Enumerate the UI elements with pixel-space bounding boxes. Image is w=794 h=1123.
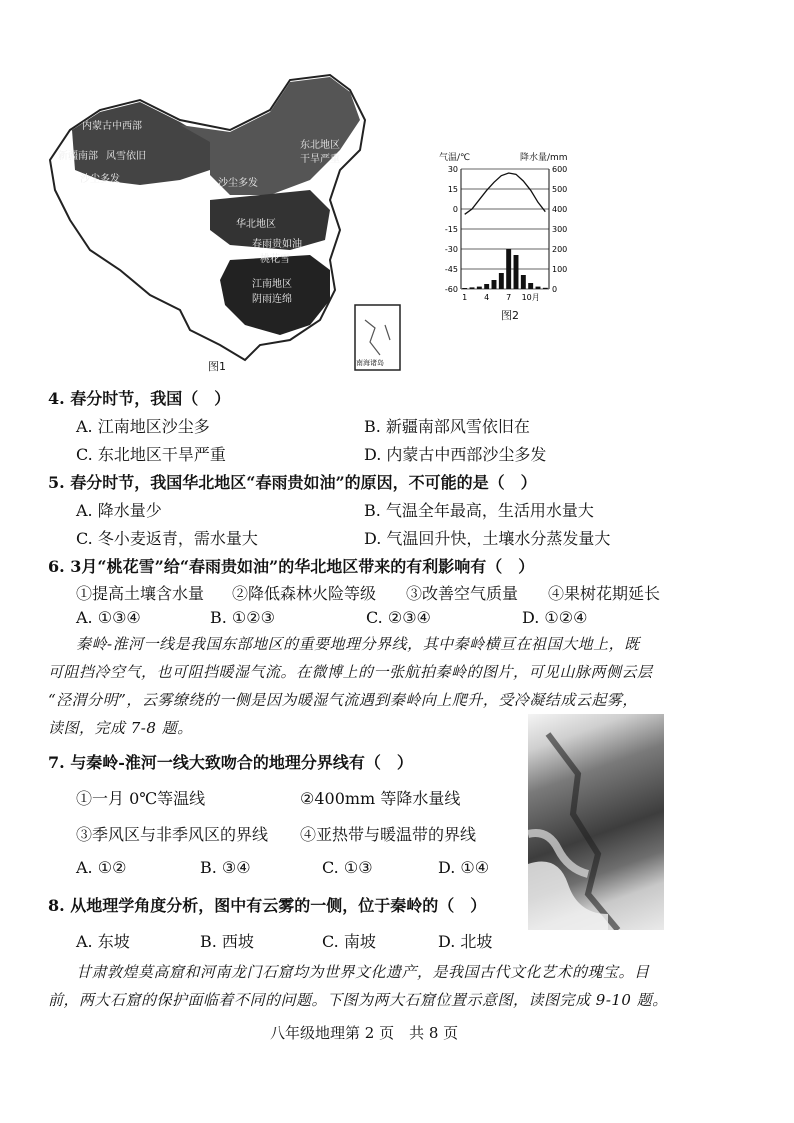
q7-option-d[interactable]: D. ①④	[438, 858, 490, 877]
chart-right-tick: 100	[552, 265, 568, 274]
chart-right-tick: 0	[552, 285, 558, 294]
chart-left-tick: -45	[444, 265, 458, 274]
q7-option-c[interactable]: C. ①③	[322, 858, 373, 877]
map-label-3: 风雪依旧	[106, 151, 146, 162]
figure1-map	[30, 70, 410, 375]
precip-bar	[477, 287, 482, 289]
q8-option-a[interactable]: A. 东坡	[76, 932, 130, 951]
q7-item-1: ①一月 0℃等温线	[76, 789, 206, 808]
precip-bar	[499, 273, 504, 289]
chart-left-tick: -15	[444, 225, 458, 234]
q4-stem: 4. 春分时节，我国（ ）	[48, 389, 231, 408]
chart-left-tick: -30	[444, 245, 458, 254]
passage1-line-3: “泾渭分明”，云雾缭绕的一侧是因为暖湿气流遇到秦岭向上爬升，受冷凝结成云起雾，	[48, 691, 638, 709]
chart-right-tick: 300	[552, 225, 568, 234]
left-axis-title: 气温/℃	[439, 153, 471, 163]
q7-option-a[interactable]: A. ①②	[76, 858, 127, 877]
map-label-1: 内蒙古中西部	[82, 121, 142, 132]
precip-bar	[462, 288, 467, 289]
q7-option-b[interactable]: B. ③④	[200, 858, 251, 877]
passage2-line-2: 前，两大石窟的保护面临着不同的问题。下图为两大石窟位置示意图，读图完成 9-10 题。	[48, 991, 668, 1009]
q8-stem: 8. 从地理学角度分析，图中有云雾的一侧，位于秦岭的（ ）	[48, 896, 487, 915]
q8-option-b[interactable]: B. 西坡	[200, 932, 254, 951]
figure2-label: 图2	[501, 309, 519, 322]
q6-item-3: ③改善空气质量	[406, 584, 519, 603]
q4-option-b[interactable]: B. 新疆南部风雪依旧在	[364, 417, 530, 436]
q7-item-3: ③季风区与非季风区的界线	[76, 825, 269, 844]
q6-item-2: ②降低森林火险等级	[232, 584, 377, 603]
precip-bar	[470, 287, 475, 289]
precip-bar	[528, 283, 533, 289]
q5-option-d[interactable]: D. 气温回升快，土壤水分蒸发量大	[364, 529, 611, 548]
q8-option-d[interactable]: D. 北坡	[438, 932, 493, 951]
precip-bar	[506, 249, 511, 289]
passage1-line-1: 秦岭-淮河一线是我国东部地区的重要地理分界线，其中秦岭横亘在祖国大地上，既	[76, 635, 640, 653]
chart-right-tick: 400	[552, 205, 568, 214]
passage1-line-2: 可阻挡冷空气，也可阻挡暖湿气流。在微博上的一张航拍秦岭的图片，可见山脉两侧云层	[48, 663, 653, 681]
q4-option-a[interactable]: A. 江南地区沙尘多	[76, 417, 210, 436]
chart-right-tick: 500	[552, 185, 568, 194]
chart-x-tick: 1	[462, 293, 468, 302]
q6-option-a[interactable]: A. ①③④	[76, 608, 141, 627]
q6-option-b[interactable]: B. ①②③	[210, 608, 275, 627]
q5-option-a[interactable]: A. 降水量少	[76, 501, 162, 520]
map-label-5: 东北地区	[300, 140, 340, 151]
climate-chart-svg	[425, 163, 585, 303]
chart-right-tick: 200	[552, 245, 568, 254]
q4-option-d[interactable]: D. 内蒙古中西部沙尘多发	[364, 445, 547, 464]
temperature-line	[465, 173, 546, 214]
q5-option-b[interactable]: B. 气温全年最高，生活用水量大	[364, 501, 594, 520]
precip-bar	[492, 280, 497, 289]
chart-left-tick: -60	[444, 285, 458, 294]
precip-bar	[514, 255, 519, 289]
map-label-6: 干旱严重	[300, 154, 340, 165]
precip-bar	[536, 287, 541, 289]
passage2-line-1: 甘肃敦煌莫高窟和河南龙门石窟均为世界文化遗产，是我国古代文化艺术的瑰宝。目	[76, 963, 650, 981]
q6-option-c[interactable]: C. ②③④	[366, 608, 431, 627]
chart-x-tick: 4	[484, 293, 490, 302]
qinling-aerial-photo	[528, 714, 664, 930]
page-footer: 八年级地理第 2 页 共 8 页	[270, 1024, 459, 1042]
precip-bar	[543, 288, 548, 289]
figure2-climate-chart	[425, 145, 585, 325]
q7-item-4: ④亚热带与暖温带的界线	[300, 825, 477, 844]
q7-item-2: ②400mm 等降水量线	[300, 789, 461, 808]
q7-stem: 7. 与秦岭-淮河一线大致吻合的地理分界线有（ ）	[48, 753, 413, 772]
map-label-2: 新疆南部	[58, 151, 98, 162]
q6-stem: 6. 3月“桃花雪”给“春雨贵如油”的华北地区带来的有利影响有（ ）	[48, 557, 535, 576]
chart-x-tick: 7	[506, 293, 512, 302]
q6-item-1: ①提高土壤含水量	[76, 584, 205, 603]
map-label-12: 阴雨连绵	[252, 294, 292, 305]
chart-left-tick: 30	[447, 165, 458, 174]
q6-item-4: ④果树花期延长	[548, 584, 661, 603]
q5-option-c[interactable]: C. 冬小麦返青，需水量大	[76, 529, 258, 548]
china-map-graphic	[30, 70, 410, 375]
precip-bar	[521, 275, 526, 289]
q6-option-d[interactable]: D. ①②④	[522, 608, 588, 627]
right-axis-title: 降水量/mm	[520, 153, 568, 163]
chart-x-tick: 10月	[521, 293, 540, 302]
precip-bar	[484, 284, 489, 289]
map-label-9: 春雨贵如油	[252, 239, 302, 250]
figure1-label: 图1	[208, 360, 226, 373]
chart-left-tick: 0	[452, 205, 458, 214]
map-label-11: 江南地区	[252, 279, 292, 290]
q8-option-c[interactable]: C. 南坡	[322, 932, 376, 951]
chart-left-tick: 15	[447, 185, 458, 194]
map-label-10: 桃花雪	[260, 254, 290, 265]
chart-right-tick: 600	[552, 165, 568, 174]
q5-stem: 5. 春分时节，我国华北地区“春雨贵如油”的原因，不可能的是（ ）	[48, 473, 537, 492]
map-inset-label: 南海诸岛	[356, 359, 384, 367]
passage1-line-4: 读图，完成 7-8 题。	[48, 719, 193, 737]
map-label-8: 华北地区	[236, 219, 276, 230]
map-label-4: 沙尘多发	[80, 174, 120, 185]
map-label-7: 沙尘多发	[218, 178, 258, 189]
q4-option-c[interactable]: C. 东北地区干旱严重	[76, 445, 226, 464]
